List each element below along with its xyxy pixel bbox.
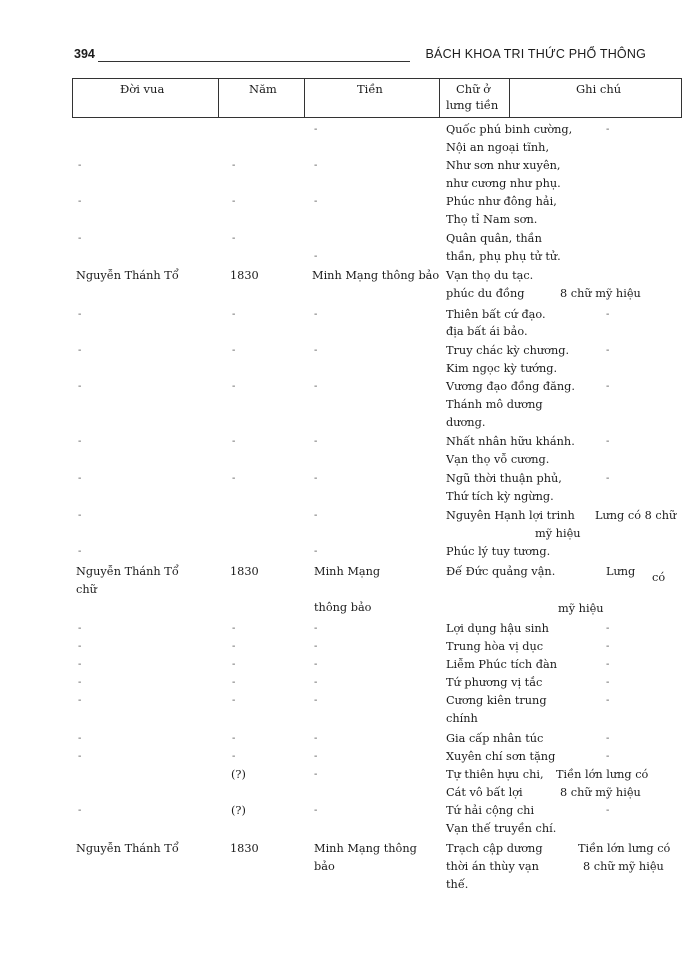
column-header-inscription: lưng tiền [446,98,499,112]
dash-mark: - [606,623,610,634]
column-divider [304,79,305,117]
dash-mark: - [232,436,236,447]
inscription-text: Phúc như đông hải, [446,195,557,208]
dash-mark: - [314,510,318,521]
year: 1830 [230,565,259,578]
dash-mark: - [314,473,318,484]
dash-mark: - [606,641,610,652]
dash-mark: - [232,381,236,392]
inscription-text: chính [446,712,478,725]
inscription-text: dương. [446,416,486,429]
table-header [72,78,682,118]
note-text: 8 chữ mỹ hiệu [583,860,664,873]
inscription-text: Tự thiên hựu chi, [446,768,544,781]
inscription-text: Như sơn như xuyên, [446,159,561,172]
dash-mark: - [314,805,318,816]
coin-name: Minh Mạng thông bảo [312,269,440,282]
dash-mark: - [232,345,236,356]
dash-mark: - [606,473,610,484]
coin-name: bảo [314,860,335,873]
inscription-text: Lợi dụng hậu sinh [446,622,549,635]
coin-name: Minh Mạng thông [314,842,417,855]
dash-mark: - [314,677,318,688]
inscription-text: thần, phụ phụ tử tử. [446,250,561,263]
dash-mark: - [314,623,318,634]
inscription-text: Thứ tích kỳ ngừng. [446,490,554,503]
dash-mark: - [232,659,236,670]
dash-mark: - [232,677,236,688]
dash-mark: - [232,751,236,762]
dash-mark: - [78,196,82,207]
inscription-text: Quốc phú binh cường, [446,123,573,136]
inscription-text: Gia cấp nhân túc [446,732,544,745]
dash-mark: - [314,733,318,744]
dash-mark: - [314,345,318,356]
dash-mark: - [78,733,82,744]
inscription-text: phúc du đồng [446,287,525,300]
dash-mark: - [232,160,236,171]
dash-mark: - [314,309,318,320]
inscription-text: Vạn thọ du tạc. [446,269,534,282]
dash-mark: - [606,436,610,447]
dash-mark: - [78,623,82,634]
column-divider [72,79,73,117]
dash-mark: - [606,677,610,688]
dash-mark: - [232,309,236,320]
page-header [74,42,654,62]
dash-mark: - [232,733,236,744]
column-header-notes: Ghi chú [576,82,622,96]
dash-mark: - [606,659,610,670]
inscription-text: Nội an ngoại tĩnh, [446,141,550,154]
dash-mark: - [606,381,610,392]
year: 1830 [230,269,259,282]
dash-mark: - [78,641,82,652]
dash-mark: - [314,695,318,706]
dash-mark: - [232,623,236,634]
ruler-name: Nguyễn Thánh Tổ [76,565,179,578]
inscription-text: Cát vô bất lợi [446,786,523,799]
dash-mark: - [314,160,318,171]
inscription-text: Liễm Phúc tích đàn [446,658,558,671]
dash-mark: - [314,659,318,670]
inscription-text: như cương như phụ. [446,177,561,190]
inscription-text: Ngũ thời thuận phủ, [446,472,562,485]
inscription-text: Nguyên Hạnh lợi trinh [446,509,575,522]
inscription-text: Xuyên chí sơn tặng [446,750,556,763]
book-title: BÁCH KHOA TRI THỨC PHỔ THÔNG [425,47,646,61]
dash-mark: - [606,124,610,135]
inscription-text: địa bất ái bảo. [446,325,528,338]
dash-mark: - [314,751,318,762]
inscription-text: thời án thùy vạn [446,860,539,873]
dash-mark: - [314,124,318,135]
note-text: Tiền lớn lưng có [578,842,671,855]
dash-mark: - [232,196,236,207]
inscription-text: Phúc lý tuy tương. [446,545,551,558]
page-number: 394 [74,47,95,61]
note-text: Lưng có 8 chữ [595,509,677,522]
dash-mark: - [314,546,318,557]
dash-mark: - [606,751,610,762]
dash-mark: - [606,309,610,320]
dash-mark: - [78,160,82,171]
dash-mark: - [78,677,82,688]
note-text: Tiền lớn lưng có [556,768,649,781]
ruler-name: Nguyễn Thánh Tổ [76,842,179,855]
dash-mark: - [78,233,82,244]
note-text: Lưng [606,565,636,578]
inscription-text: Thánh mô dương [446,398,543,411]
dash-mark: - [78,546,82,557]
ruler-name: chữ [76,583,97,596]
header-rule [98,61,410,62]
dash-mark: - [78,695,82,706]
column-divider [681,79,682,117]
dash-mark: - [78,436,82,447]
column-header-ruler: Đời vua [120,82,165,96]
column-divider [439,79,440,117]
note-text: mỹ hiệu [558,602,604,615]
dash-mark: - [232,473,236,484]
dash-mark: - [78,381,82,392]
dash-mark: - [78,659,82,670]
inscription-text: Vương đạo đồng đăng. [446,380,575,393]
inscription-text: Nhất nhân hữu khánh. [446,435,575,448]
dash-mark: - [232,641,236,652]
column-header-year: Năm [249,82,277,96]
note-text: 8 chữ mỹ hiệu [560,786,641,799]
inscription-text: Vạn thế truyền chí. [446,822,557,835]
dash-mark: - [314,436,318,447]
inscription-text: thế. [446,878,469,891]
dash-mark: - [606,805,610,816]
dash-mark: - [314,251,318,262]
dash-mark: - [606,345,610,356]
inscription-text: Trạch cập dương [446,842,543,855]
year: (?) [231,804,246,817]
dash-mark: - [314,641,318,652]
note-text: mỹ hiệu [535,527,581,540]
inscription-text: Kim ngọc kỳ tướng. [446,362,558,375]
inscription-text: Đế Đức quảng vận. [446,565,556,578]
dash-mark: - [314,769,318,780]
inscription-text: Thiên bất cứ đạo. [446,308,546,321]
dash-mark: - [606,733,610,744]
ruler-name: Nguyễn Thánh Tổ [76,269,179,282]
inscription-text: Trung hòa vị dục [446,640,544,653]
inscription-text: Quân quân, thần [446,232,542,245]
dash-mark: - [232,695,236,706]
dash-mark: - [78,473,82,484]
dash-mark: - [78,309,82,320]
dash-mark: - [314,196,318,207]
note-text: có [652,571,666,584]
coin-name: Minh Mạng [314,565,381,578]
inscription-text: Tứ hải cộng chi [446,804,535,817]
inscription-text: Thọ tỉ Nam sơn. [446,213,538,226]
dash-mark: - [314,381,318,392]
column-header-coin: Tiền [357,82,383,96]
dash-mark: - [232,233,236,244]
dash-mark: - [78,751,82,762]
inscription-text: Tứ phương vị tắc [446,676,543,689]
dash-mark: - [78,805,82,816]
year: (?) [231,768,246,781]
dash-mark: - [78,510,82,521]
dash-mark: - [606,695,610,706]
year: 1830 [230,842,259,855]
note-text: 8 chữ mỹ hiệu [560,287,641,300]
inscription-text: Vạn thọ vỗ cương. [446,453,550,466]
coin-name: thông bảo [314,601,372,614]
inscription-text: Truy chác kỳ chương. [446,344,570,357]
column-header-inscription: Chữ ở [456,82,491,96]
column-divider [509,79,510,117]
column-divider [218,79,219,117]
inscription-text: Cương kiên trung [446,694,547,707]
dash-mark: - [78,345,82,356]
